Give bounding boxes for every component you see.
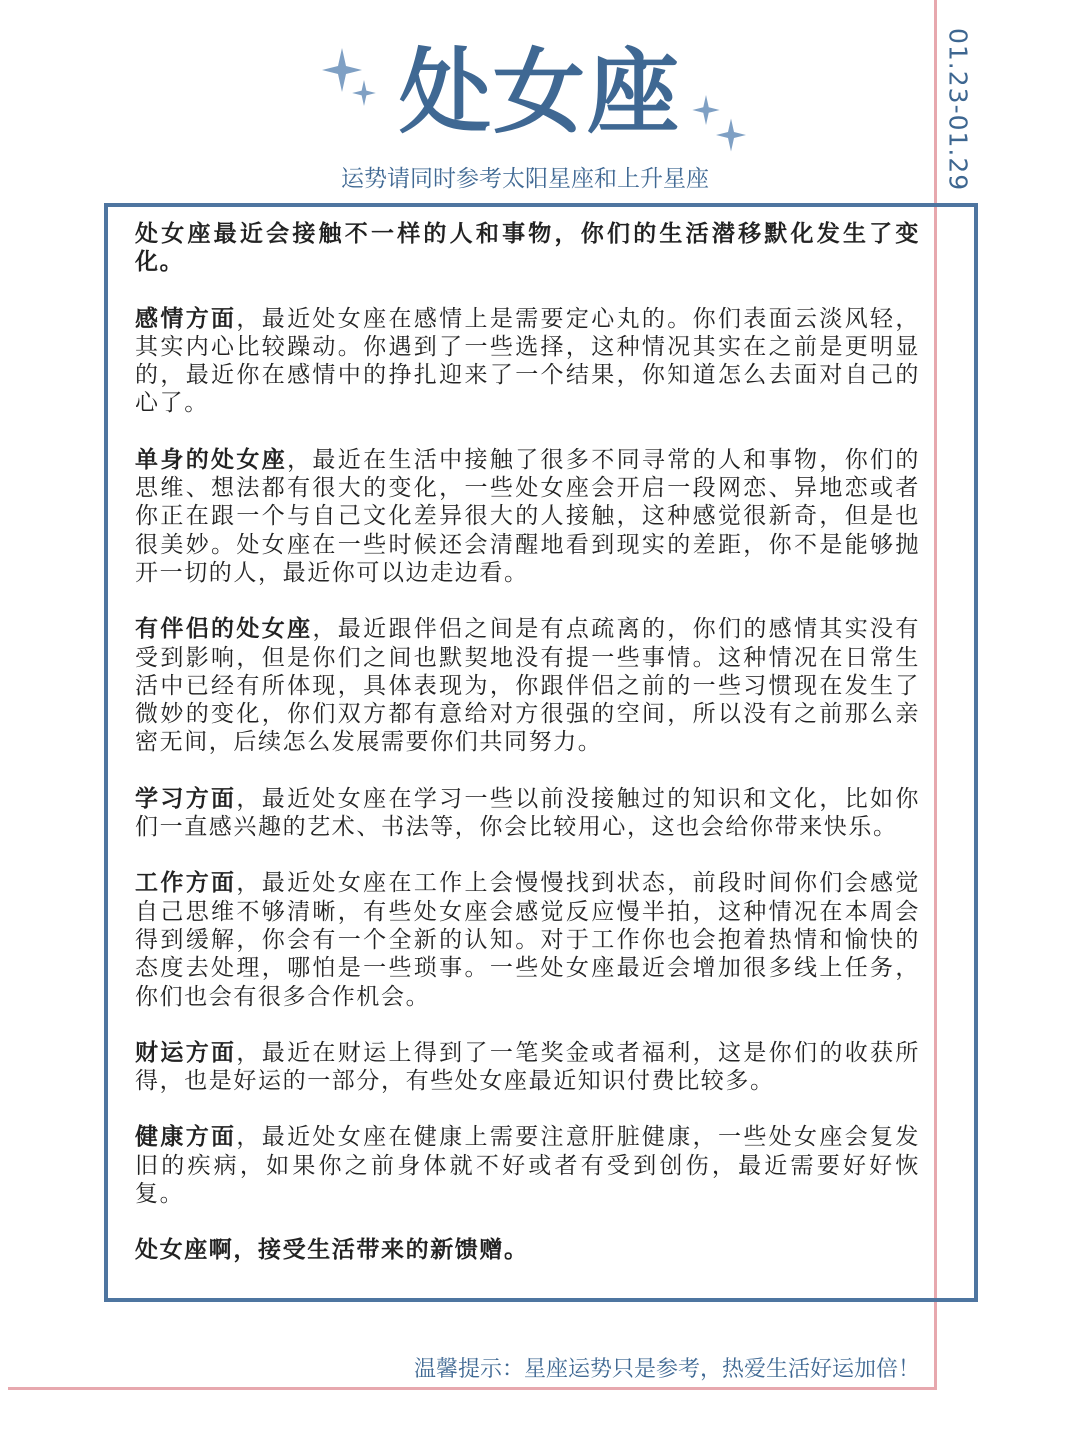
page-subtitle: 运势请同时参考太阳星座和上升星座 — [341, 166, 709, 192]
wealth-paragraph — [135, 1039, 920, 1096]
pink-horizontal-rule — [8, 1387, 937, 1390]
paragraph-text: ，最近处女座在健康上需要注意肝脏健康，一些处女座会复发旧的疾病，如果你之前身体就不好或者有受到创伤，最近需要好好恢复。 — [135, 1124, 920, 1208]
work-paragraph — [135, 869, 920, 1010]
paragraph-text: ，最近处女座在工作上会慢慢找到状态，前段时间你们会感觉自己思维不够清晰，有些处女座会感觉反应慢半拍，这种情况在本周会得到缓解，你会有一个全新的认知。对于工作你也会抱着热情和愉快的态度去处理，哪怕是一些琐事。一些处女座最近会增加很多线上任务，你们也会有很多合作机会。 — [135, 870, 920, 1010]
page-title: 处女座 — [398, 39, 681, 146]
paragraph-lead: 单身的处女座 — [135, 446, 288, 473]
horoscope-content — [135, 220, 920, 1265]
paragraph-lead: 感情方面 — [135, 305, 237, 332]
date-range-text: 01.23-01.29 — [943, 28, 973, 192]
paragraph-text: ，最近处女座在学习一些以前没接触过的知识和文化，比如你们一直感兴趣的艺术、书法等，你会比较用心，这也会给你带来快乐。 — [135, 785, 920, 841]
paragraph-text: ，最近在财运上得到了一笔奖金或者福利，这是你们的收获所得，也是好运的一部分，有些处女座最近知识付费比较多。 — [135, 1039, 920, 1095]
footer-tip: 温馨提示：星座运势只是参考，热爱生活好运加倍！ — [413, 1357, 920, 1382]
paragraph-text: ，最近在生活中接触了很多不同寻常的人和事物，你们的思维、想法都有很大的变化，一些处女座会开启一段网恋、异地恋或者你正在跟一个与自己文化差异很大的人接触，这种感觉很新奇，但是也很美妙。处女座在一些时候还会清醒地看到现实的差距，你不是能够抛开一切的人，最近你可以边走边看。 — [135, 446, 920, 586]
paragraph-lead: 有伴侣的处女座 — [135, 616, 313, 643]
intro-paragraph: 处女座最近会接触不一样的人和事物，你们的生活潜移默化发生了变化。 — [135, 221, 920, 276]
single-paragraph — [135, 446, 920, 587]
paragraph-lead: 工作方面 — [135, 870, 237, 897]
health-paragraph — [135, 1123, 920, 1208]
paragraph-lead: 健康方面 — [135, 1124, 237, 1151]
love-paragraph — [135, 305, 920, 418]
partnered-paragraph — [135, 615, 920, 756]
study-paragraph — [135, 785, 920, 842]
paragraph-lead: 财运方面 — [135, 1039, 237, 1066]
sparkle-icon — [716, 118, 746, 152]
paragraph-text: ，最近跟伴侣之间是有点疏离的，你们的感情其实没有受到影响，但是你们之间也默契地没有提一些事情。这种情况在日常生活中已经有所体现，具体表现为，你跟伴侣之前的一些习惯现在发生了微妙的变化，你们双方都有意给对方很强的空间，所以没有之前那么亲密无间，后续怎么发展需要你们共同努力。 — [135, 616, 921, 756]
paragraph-lead: 学习方面 — [135, 785, 237, 812]
paragraph-text: ，最近处女座在感情上是需要定心丸的。你们表面云淡风轻，其实内心比较躁动。你遇到了一些选择，这种情况其实在之前是更明显的，最近你在感情中的挣扎迎来了一个结果，你知道怎么去面对自己的心了。 — [135, 305, 920, 417]
date-range — [940, 28, 976, 203]
sparkle-icon — [352, 80, 376, 106]
closing-paragraph: 处女座啊，接受生活带来的新馈赠。 — [135, 1237, 529, 1264]
